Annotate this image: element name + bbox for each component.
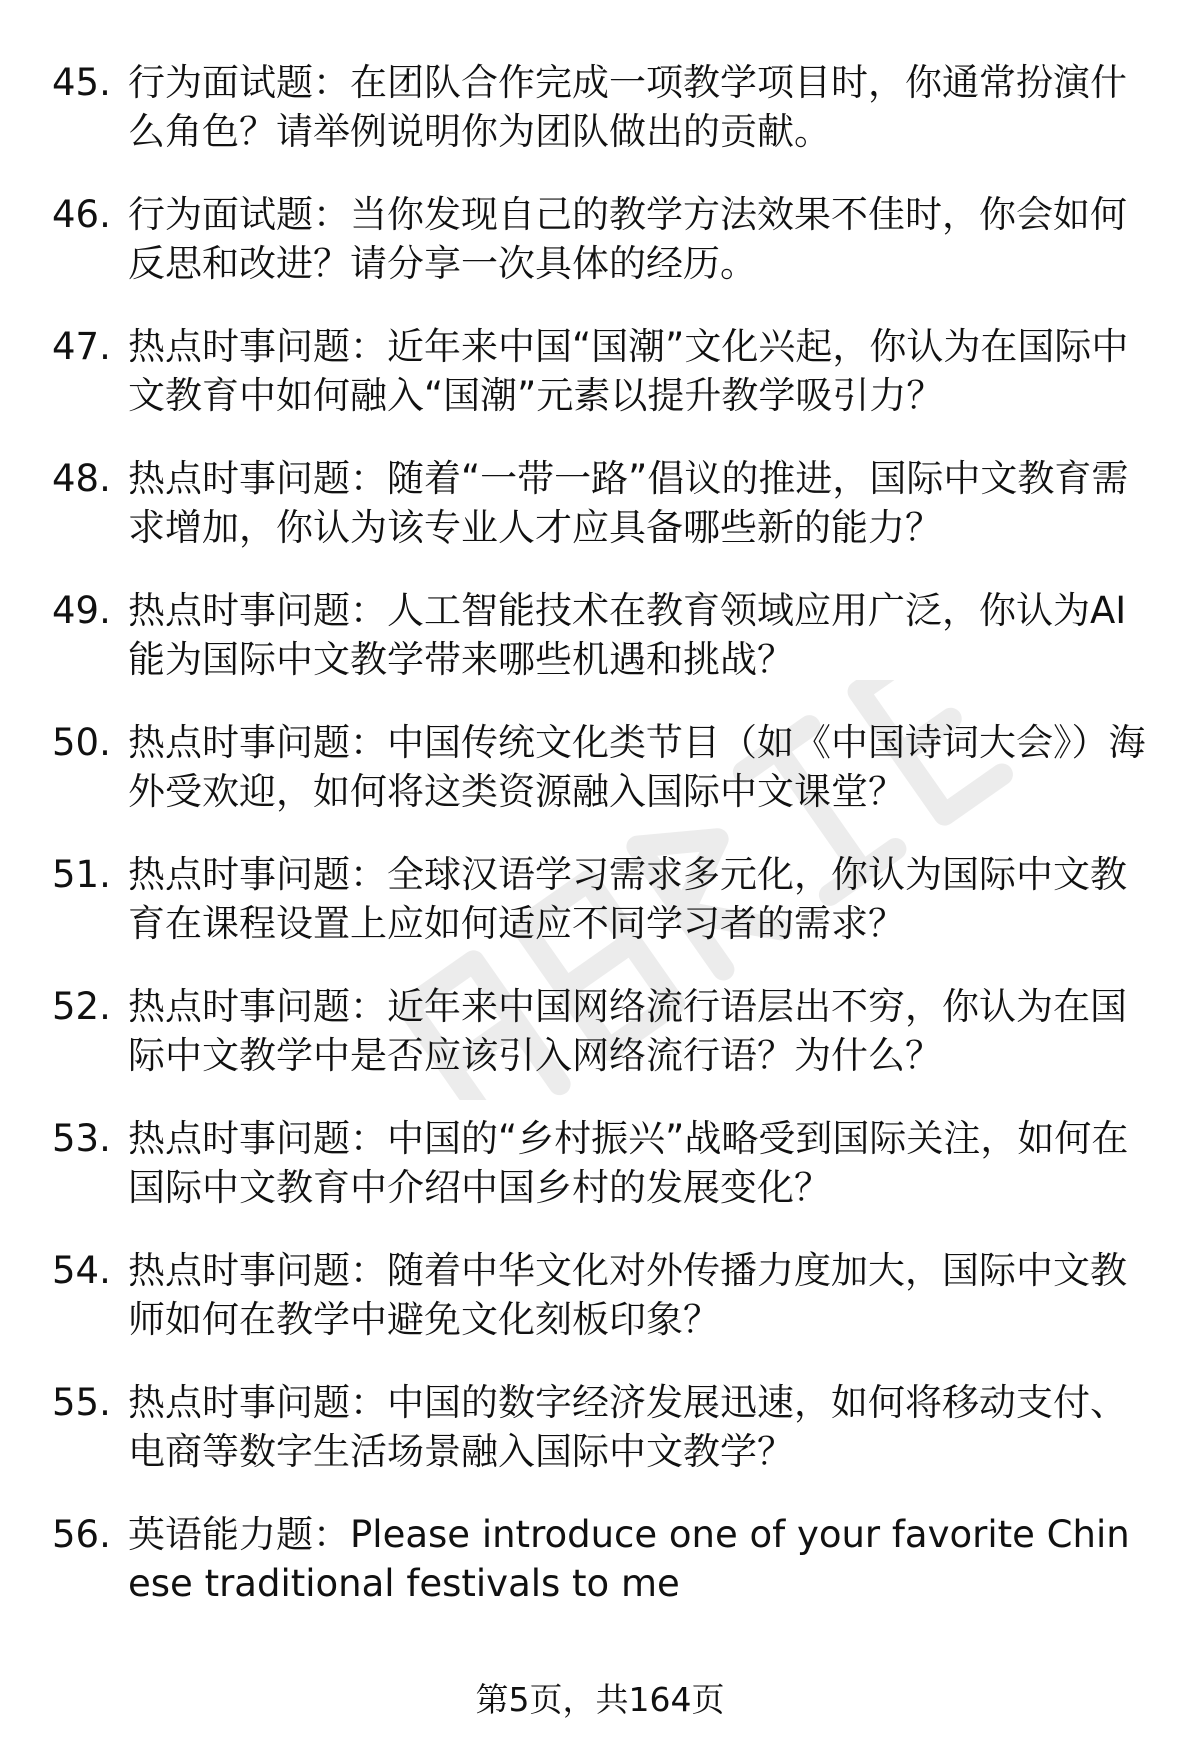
question-text: 热点时事问题：随着中华文化对外传播力度加大，国际中文教师如何在教学中避免文化刻板印象？	[128, 1249, 1127, 1341]
question-item-50	[52, 718, 1152, 816]
question-text: 热点时事问题：中国的数字经济发展迅速，如何将移动支付、电商等数字生活场景融入国际中文教学？	[128, 1381, 1127, 1473]
question-item-45	[52, 58, 1152, 156]
question-item-47	[52, 322, 1152, 420]
question-number: 46.	[52, 193, 111, 236]
question-item-51	[52, 850, 1152, 948]
question-number: 52.	[52, 985, 111, 1028]
question-number: 50.	[52, 721, 111, 764]
question-number: 48.	[52, 457, 111, 500]
page-number-footer: 第5页，共164页	[475, 1680, 725, 1719]
question-text: 热点时事问题：人工智能技术在教育领域应用广泛，你认为AI能为国际中文教学带来哪些机遇和挑战？	[128, 589, 1127, 681]
question-text: 英语能力题：Please introduce one of your favorite Chinese traditional festivals to me	[128, 1513, 1130, 1605]
question-text: 行为面试题：在团队合作完成一项教学项目时，你通常扮演什么角色？请举例说明你为团队做出的贡献。	[128, 61, 1127, 153]
question-number: 56.	[52, 1513, 111, 1556]
question-number: 45.	[52, 61, 111, 104]
question-item-53	[52, 1114, 1152, 1212]
question-item-48	[52, 454, 1152, 552]
question-text: 热点时事问题：中国的“乡村振兴”战略受到国际关注，如何在国际中文教育中介绍中国乡村的发展变化？	[128, 1117, 1129, 1209]
question-number: 47.	[52, 325, 111, 368]
question-number: 51.	[52, 853, 111, 896]
question-item-52	[52, 982, 1152, 1080]
question-item-49	[52, 586, 1152, 684]
question-item-56	[52, 1510, 1152, 1608]
question-text: 热点时事问题：随着“一带一路”倡议的推进，国际中文教育需求增加，你认为该专业人才应具备哪些新的能力？	[128, 457, 1129, 549]
question-list	[52, 58, 1152, 1642]
question-text: 行为面试题：当你发现自己的教学方法效果不佳时，你会如何反思和改进？请分享一次具体的经历。	[128, 193, 1127, 285]
question-text: 热点时事问题：近年来中国“国潮”文化兴起，你认为在国际中文教育中如何融入“国潮”元素以提升教学吸引力？	[128, 325, 1129, 417]
question-text: 热点时事问题：全球汉语学习需求多元化，你认为国际中文教育在课程设置上应如何适应不同学习者的需求？	[128, 853, 1127, 945]
question-number: 54.	[52, 1249, 111, 1292]
question-item-54	[52, 1246, 1152, 1344]
question-number: 55.	[52, 1381, 111, 1424]
question-item-46	[52, 190, 1152, 288]
question-text: 热点时事问题：近年来中国网络流行语层出不穷，你认为在国际中文教学中是否应该引入网络流行语？为什么？	[128, 985, 1127, 1077]
question-number: 53.	[52, 1117, 111, 1160]
question-item-55	[52, 1378, 1152, 1476]
question-number: 49.	[52, 589, 111, 632]
question-text: 热点时事问题：中国传统文化类节目（如《中国诗词大会》）海外受欢迎，如何将这类资源融入国际中文课堂？	[128, 721, 1146, 813]
